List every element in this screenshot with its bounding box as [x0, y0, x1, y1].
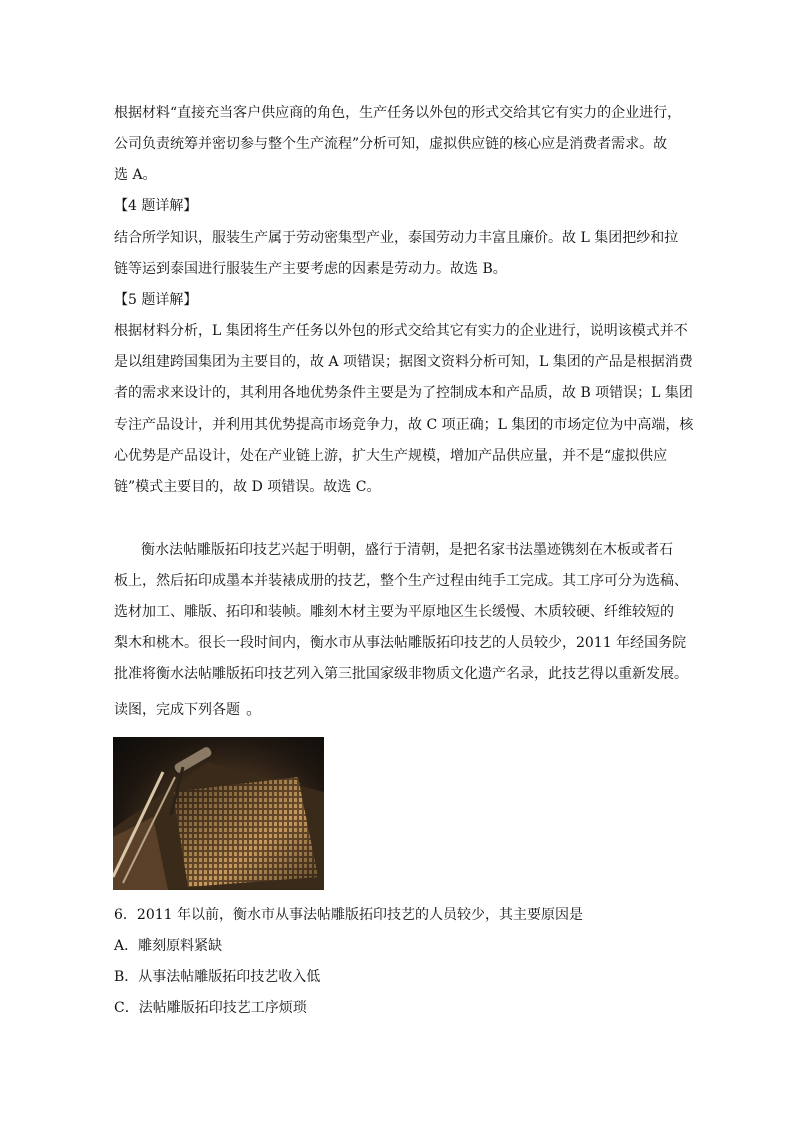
text-line: 根据材料“直接充当客户供应商的角色，生产任务以外包的形式交给其它有实力的企业进行，	[114, 105, 682, 121]
text-line: 梨木和桃木。很长一段时间内，衡水市从事法帖雕版拓印技艺的人员较少，2011 年经国务院	[114, 635, 687, 651]
section-heading: 【4 题详解】	[114, 198, 198, 214]
text-line: 板上，然后拓印成墨本并装裱成册的技艺，整个生产过程由纯手工完成。其工序可分为选稿、	[114, 573, 688, 589]
woodblock-photo	[113, 737, 324, 890]
text-line: 选 A。	[114, 167, 157, 183]
text-line: 选材加工、雕版、拓印和装帧。雕刻木材主要为平原地区生长缓慢、木质较硬、纤维较短的	[114, 604, 674, 620]
text-line: 心优势是产品设计，处在产业链上游，扩大生产规模，增加产品供应量，并不是“虚拟供应	[114, 448, 668, 464]
text-line: 专注产品设计，并利用其优势提高市场竞争力，故 C 项正确；L 集团的市场定位为中高端，核	[114, 417, 694, 433]
option-b: B．从事法帖雕版拓印技艺收入低	[114, 969, 321, 985]
question-stem: 6．2011 年以前，衡水市从事法帖雕版拓印技艺的人员较少，其主要原因是	[114, 907, 583, 923]
text-line: 衡水法帖雕版拓印技艺兴起于明朝，盛行于清朝，是把名家书法墨迹镌刻在木板或者石	[141, 542, 673, 558]
text-line	[114, 699, 262, 720]
text-line: 是以组建跨国集团为主要目的，故 A 项错误；据图文资料分析可知，L 集团的产品是根据消费	[114, 354, 693, 370]
text-line: 链”模式主要目的，故 D 项错误。故选 C。	[114, 479, 381, 495]
text-line: 链等运到泰国进行服装生产主要考虑的因素是劳动力。故选 B。	[114, 261, 507, 277]
text-line: 公司负责统筹并密切参与整个生产流程”分析可知，虚拟供应链的核心应是消费者需求。故	[114, 136, 668, 152]
option-c: C．法帖雕版拓印技艺工序烦琐	[114, 1000, 307, 1016]
text-line: 批准将衡水法帖雕版拓印技艺列入第三批国家级非物质文化遗产名录，此技艺得以重新发展。	[114, 666, 688, 682]
instruction-text: 读图，完成下列各题	[114, 702, 240, 718]
text-line: 者的需求来设计的，其利用各地优势条件主要是为了控制成本和产品质，故 B 项错误；L 集团	[114, 385, 693, 401]
end-dot: 。	[246, 699, 263, 718]
text-line: 结合所学知识，服装生产属于劳动密集型产业，泰国劳动力丰富且廉价。故 L 集团把纱和拉	[114, 230, 679, 246]
woodblock-illustration	[113, 737, 324, 890]
text-line: 根据材料分析，L 集团将生产任务以外包的形式交给其它有实力的企业进行，说明该模式并不	[114, 323, 688, 339]
section-heading: 【5 题详解】	[114, 292, 198, 308]
option-a: A．雕刻原料紧缺	[114, 938, 223, 954]
